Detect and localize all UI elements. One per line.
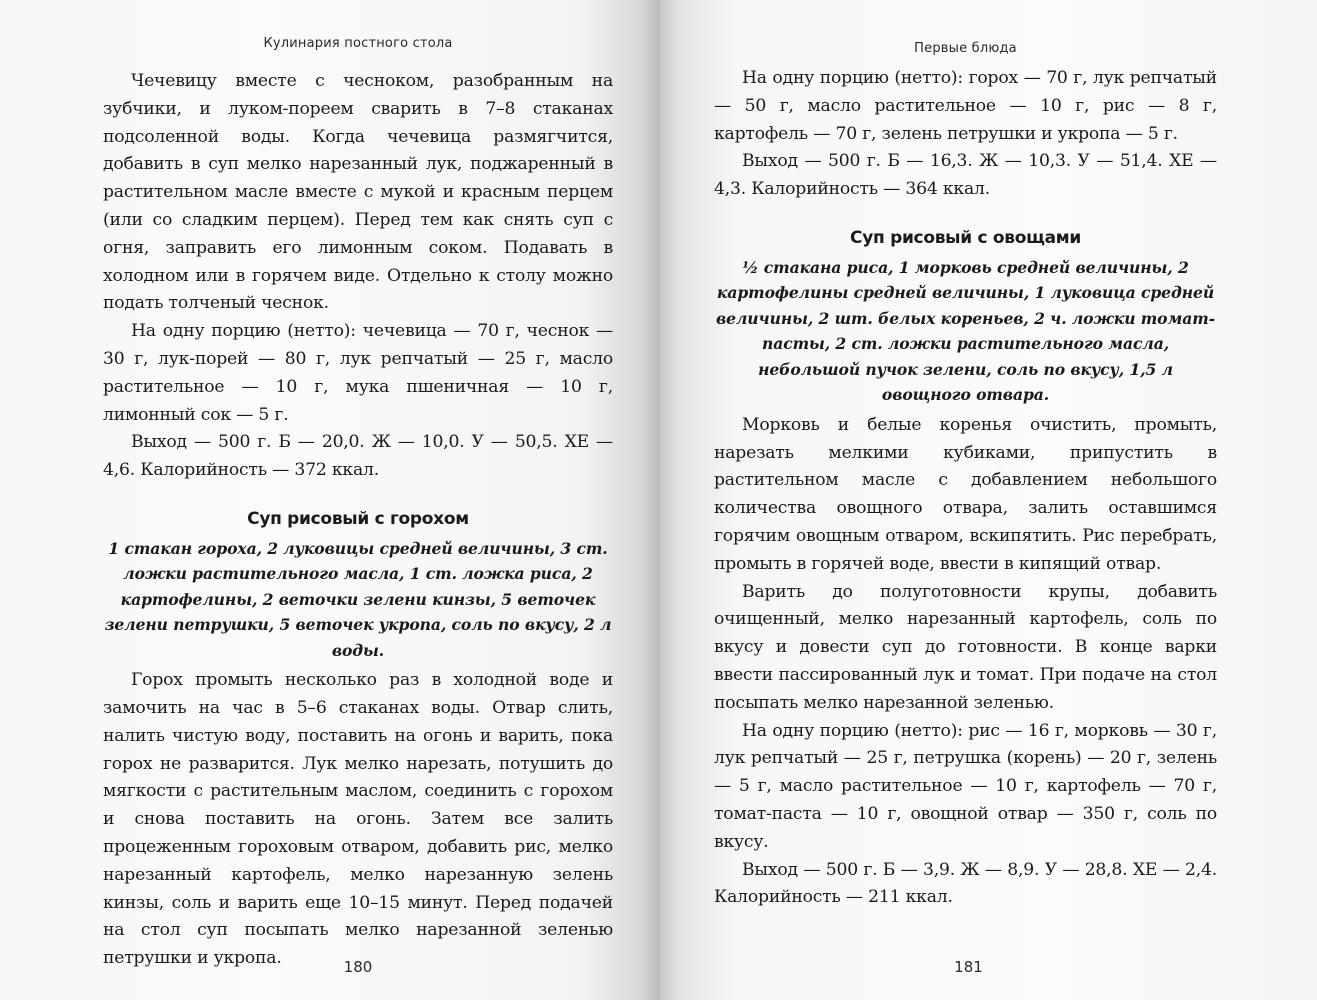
running-head-left: Кулинария постного стола [263, 36, 453, 51]
running-head-right: Первые блюда [914, 41, 1017, 56]
paragraph: На одну порцию (нетто): чечевица — 70 г, чеснок — 30 г, лук-порей — 80 г, лук репчатый — 25 г, масло растительное — 10 г, мука пшеничная — 10 г, лимонный сок — 5 г. [103, 321, 613, 425]
recipe-method: Морковь и белые коренья очистить, промыть, нарезать мелкими кубиками, припустить в растительном масле с добавлением небольшого количества овощного отвара, залить оставшимся горячим овощным отваром, вскипятить. Рис перебрать, промыть в горячей воде, ввести в кипящий отвар. [714, 414, 1217, 574]
recipe-portion: На одну порцию (нетто): рис — 16 г, морковь — 30 г, лук репчатый — 25 г, петрушка (корень) — 20 г, зелень — 5 г, масло растительное — 10 г, картофель — 70 г, томат-паста — 10 г, овощной отвар — 350 г, соль по вкусу. [714, 720, 1217, 852]
paragraph: Чечевицу вместе с чесноком, разобранным на зубчики, и луком-пореем сварить в 7–8 стаканах подсоленной воды. Когда чечевица размягчится, добавить в суп мелко нарезанный лук, поджаренный в растительном масле вместе с мукой и красным перцем (или со сладким перцем). Перед тем как снять суп с огня, заправить его лимонным соком. Подавать в холодном или в горячем виде. Отдельно к столу можно подать толченый чеснок. [103, 71, 613, 314]
page-number-right: 181 [954, 958, 983, 976]
page-number-left: 180 [343, 958, 373, 976]
recipe-yield: Выход — 500 г. Б — 3,9. Ж — 8,9. У — 28,8. ХЕ — 2,4. Калорийность — 211 ккал. [714, 859, 1217, 908]
right-page-content [714, 65, 1217, 912]
recipe-ingredients: ½ стакана риса, 1 морковь средней величины, 2 картофелины средней величины, 1 луковица средней величины, 2 шт. белых кореньев, 2 ч. ложки томат-пасты, 2 ст. ложки растительного масла, небольшой пучок зелени, соль по вкусу, 1,5 л овощного отвара. [716, 257, 1215, 405]
paragraph: Выход — 500 г. Б — 20,0. Ж — 10,0. У — 50,5. ХЕ — 4,6. Калорийность — 372 ккал. [103, 432, 613, 481]
recipe-title: Суп рисовый с овощами [850, 227, 1081, 248]
recipe-method: Варить до полуготовности крупы, добавить очищенный, мелко нарезанный картофель, соль по вкусу и довести суп до готовности. В конце варки ввести пассированный лук и томат. При подаче на стол посыпать мелко нарезанной зеленью. [714, 581, 1217, 713]
recipe-ingredients: 1 стакан гороха, 2 луковицы средней величины, 3 ст. ложки растительного масла, 1 ст. ложка риса, 2 картофелины, 2 веточки зелени кинзы, 5 веточек зелени петрушки, 5 веточек укропа, соль по вкусу, 2 л воды. [104, 538, 612, 660]
recipe-method: Горох промыть несколько раз в холодной воде и замочить на час в 5–6 стаканах воды. Отвар слить, налить чистую воду, поставить на огонь и варить, пока горох не разварится. Лук мелко нарезать, потушить до мягкости с растительным маслом, соединить с горохом и снова поставить на огонь. Затем все залить процеженным гороховым отваром, добавить рис, мелко нарезанный картофель, мелко нарезанную зелень кинзы, соль и варить еще 10–15 минут. Перед подачей на стол суп посыпать мелко нарезанной зеленью петрушки и укропа. [103, 670, 613, 969]
paragraph: На одну порцию (нетто): горох — 70 г, лук репчатый — 50 г, масло растительное — 10 г, рис — 8 г, картофель — 70 г, зелень петрушки и укропа — 5 г. [714, 68, 1217, 144]
left-page-content [103, 68, 613, 973]
recipe-title: Суп рисовый с горохом [247, 508, 469, 529]
right-page [660, 0, 1317, 1000]
paragraph: Выход — 500 г. Б — 16,3. Ж — 10,3. У — 51,4. ХЕ — 4,3. Калорийность — 364 ккал. [714, 151, 1217, 200]
